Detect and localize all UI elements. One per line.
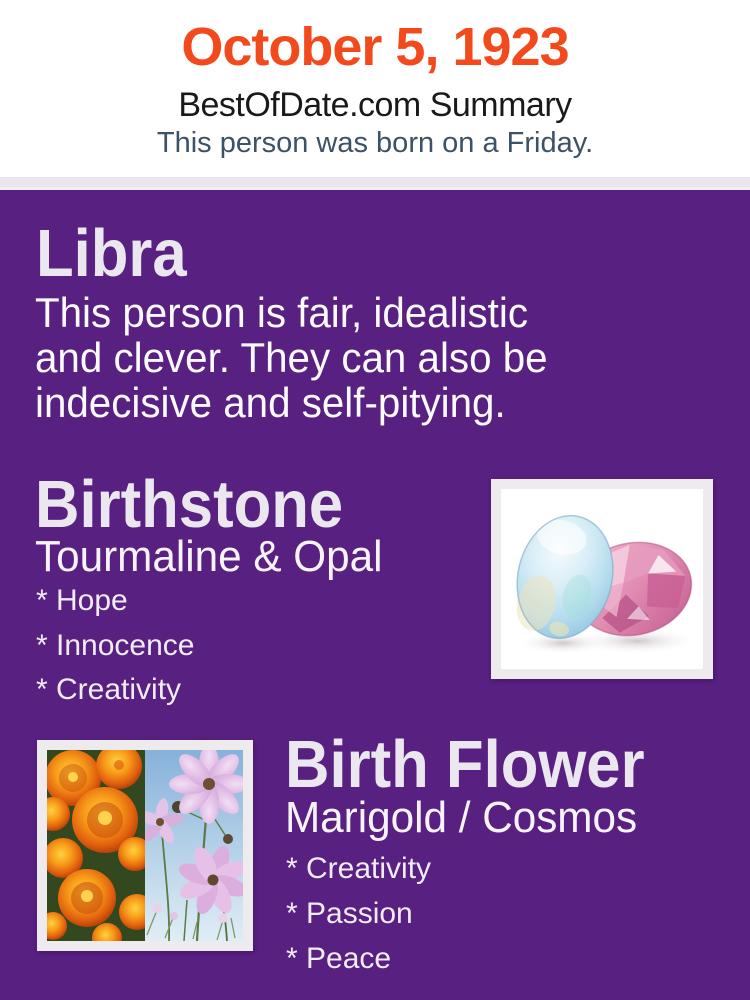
birthstone-trait: * Innocence — [36, 628, 195, 662]
gemstones-illustration — [501, 489, 703, 669]
birth-flower-trait: * Peace — [286, 942, 392, 975]
zodiac-heading: Libra — [36, 216, 187, 291]
birth-flower-trait-list — [286, 846, 431, 981]
header — [0, 0, 750, 177]
date-title: October 5, 1923 — [181, 17, 569, 77]
zodiac-description-line: This person is fair, idealistic — [35, 289, 529, 336]
birth-flower-trait: * Passion — [286, 897, 413, 930]
birth-flower-names: Marigold / Cosmos — [285, 793, 638, 842]
main-section — [0, 190, 750, 1000]
birthstone-names: Tourmaline & Opal — [35, 532, 383, 581]
flowers-illustration — [47, 750, 243, 941]
marigold-illustration — [47, 750, 155, 941]
birthstone-trait: * Hope — [36, 584, 128, 617]
birthstone-trait: * Creativity — [36, 673, 182, 706]
birthstone-heading: Birthstone — [35, 467, 344, 542]
header-divider — [0, 177, 750, 190]
zodiac-description-line: indecisive and self-pitying. — [35, 379, 506, 426]
birth-flower-photo-frame — [37, 740, 253, 951]
birthstone-photo — [501, 489, 703, 669]
birth-flower-heading: Birth Flower — [285, 727, 645, 802]
born-day-note: This person was born on a Friday. — [156, 127, 594, 159]
birth-flower-photo — [47, 750, 243, 941]
birth-flower-trait: * Creativity — [286, 852, 432, 885]
birthstone-photo-frame — [491, 479, 713, 679]
zodiac-description — [35, 290, 548, 425]
zodiac-description-line: and clever. They can also be — [35, 334, 548, 381]
birthstone-trait-list — [36, 579, 194, 713]
cosmos-illustration — [135, 750, 243, 941]
site-summary: BestOfDate.com Summary — [178, 86, 572, 124]
